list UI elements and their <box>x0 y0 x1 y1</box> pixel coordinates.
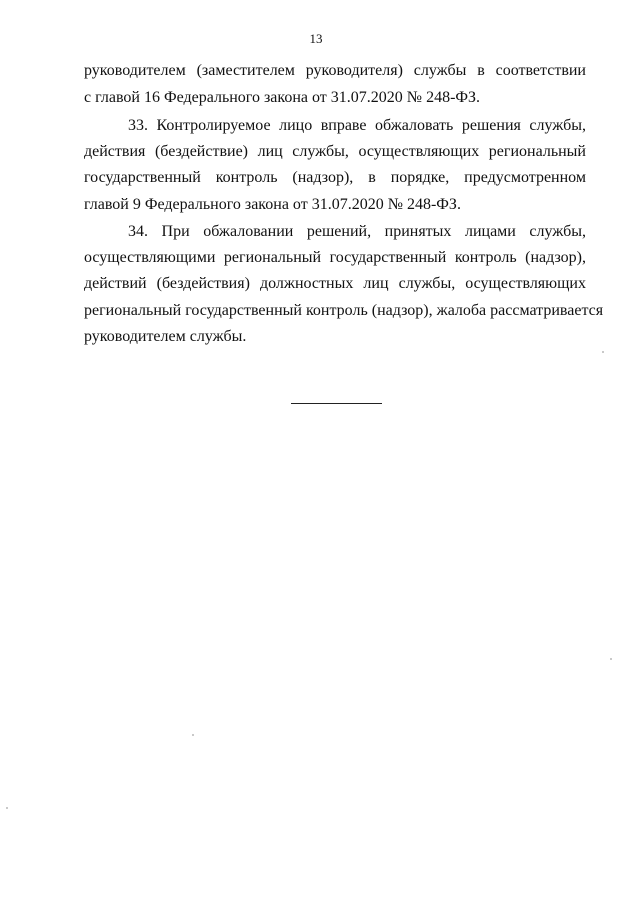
paragraph-34-line-5: руководителем службы. <box>84 328 247 345</box>
scan-speck <box>602 351 604 353</box>
end-separator-line <box>291 403 382 404</box>
paragraph-34-line-4: региональный государственный контроль (надзор), жалоба рассматривается <box>84 302 604 319</box>
paragraph-33-line-2: действия (бездействие) лиц службы, осуществляющих региональный <box>84 143 586 160</box>
scan-speck <box>610 658 612 660</box>
scan-speck <box>192 734 194 736</box>
paragraph-1-line-1: руководителем (заместителем руководителя) службы в соответствии <box>84 62 586 79</box>
paragraph-1-line-2: с главой 16 Федерального закона от 31.07.2020 № 248-ФЗ. <box>84 89 481 106</box>
paragraph-33-line-4: главой 9 Федерального закона от 31.07.2020 № 248-ФЗ. <box>84 196 461 213</box>
paragraph-34-line-1: 34. При обжаловании решений, принятых лицами службы, <box>128 223 586 240</box>
paragraph-33-line-3: государственный контроль (надзор), в порядке, предусмотренном <box>84 169 586 186</box>
paragraph-33-line-1: 33. Контролируемое лицо вправе обжаловать решения службы, <box>128 117 586 134</box>
page-number: 13 <box>309 31 323 46</box>
scan-speck <box>6 807 8 809</box>
paragraph-34-line-3: действий (бездействия) должностных лиц службы, осуществляющих <box>84 275 586 292</box>
paragraph-34-line-2: осуществляющими региональный государственный контроль (надзор), <box>84 249 586 266</box>
